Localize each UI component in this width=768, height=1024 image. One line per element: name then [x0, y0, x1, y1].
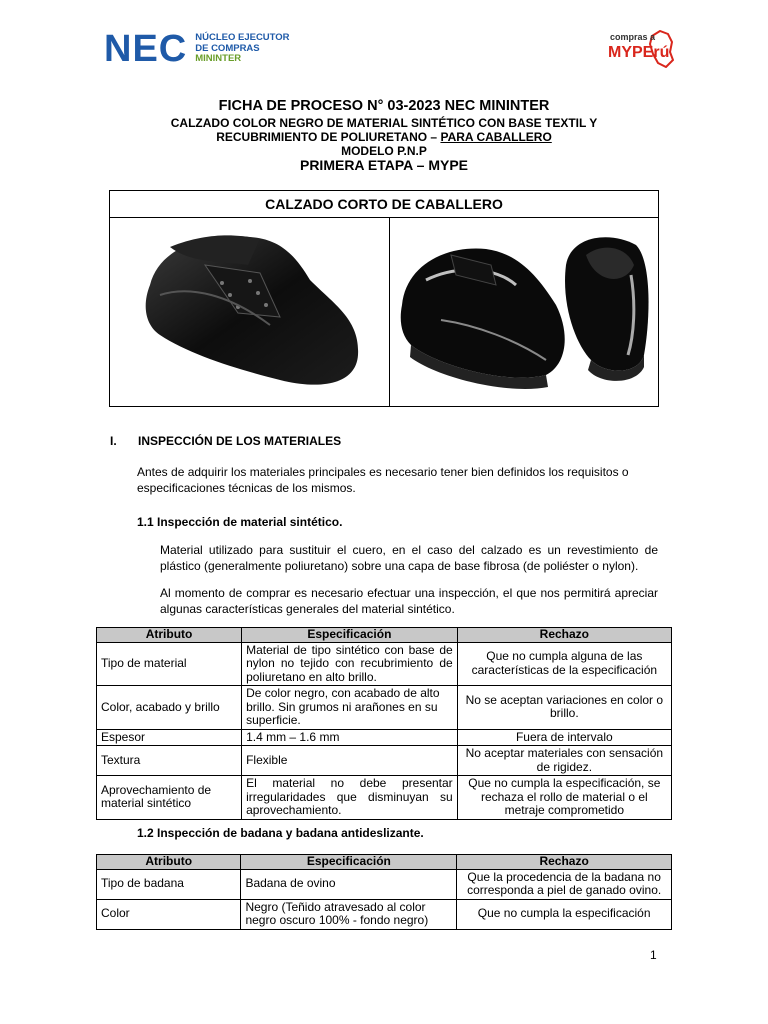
table-row: [97, 686, 672, 730]
document-subtitle: [0, 116, 768, 158]
nec-logo-line3: MININTER: [195, 53, 242, 65]
product-divider: [389, 218, 390, 406]
table-cell-atributo: Color, acabado y brillo: [97, 686, 242, 730]
product-box: [109, 190, 659, 407]
table-cell-especificacion: Negro (Teñido atravesado al color negro oscuro 100% - fondo negro): [241, 899, 457, 929]
table-cell-atributo: Tipo de badana: [97, 869, 241, 899]
table-cell-atributo: Color: [97, 899, 241, 929]
nec-logo-text: [195, 33, 289, 65]
header-atributo: Atributo: [97, 628, 242, 643]
subtitle-line2-a: RECUBRIMIENTO DE POLIURETANO –: [216, 130, 441, 144]
table-cell-especificacion: Badana de ovino: [241, 869, 457, 899]
badana-table: [96, 854, 672, 930]
table-cell-rechazo: No aceptar materiales con sensación de rigidez.: [457, 746, 671, 776]
section-number: I.: [110, 434, 117, 448]
subtitle-line2: [0, 130, 768, 144]
subsection-1-1-paragraph-1: Material utilizado para sustituir el cuero, en el caso del calzado es un revestimiento de plástico (generalmente poliuretano) sobre una capa de base fibrosa (de poliéster o nylon).: [160, 543, 658, 573]
section-intro: Antes de adquirir los materiales principales es necesario tener bien definidos los requisitos o especificaciones técnicas de los mismos.: [137, 465, 629, 495]
table-cell-atributo: Espesor: [97, 729, 242, 746]
header-rechazo: Rechazo: [457, 855, 672, 870]
table-cell-rechazo: Que la procedencia de la badana no corresponda a piel de ganado ovino.: [457, 869, 672, 899]
product-title: CALZADO CORTO DE CABALLERO: [110, 191, 658, 218]
stage-title: PRIMERA ETAPA – MYPE: [299, 157, 469, 173]
nec-logo-letters: NEC: [104, 28, 188, 70]
subsection-heading-1-2: 1.2 Inspección de badana y badana antideslizante.: [137, 826, 424, 840]
nec-logo-line2: DE COMPRAS: [195, 42, 260, 54]
table-cell-especificacion: 1.4 mm – 1.6 mm: [242, 729, 458, 746]
table-row: [97, 729, 672, 746]
page-number: 1: [650, 948, 657, 962]
table-header-row: [97, 855, 672, 870]
table-cell-rechazo: No se aceptan variaciones en color o brillo.: [457, 686, 671, 730]
mype-logo-small-text: compras a: [610, 32, 656, 42]
table-row: [97, 776, 672, 820]
header-especificacion: Especificación: [241, 855, 457, 870]
nec-logo-line1: NÚCLEO EJECUTOR: [195, 32, 290, 44]
table-cell-especificacion: De color negro, con acabado de alto brillo. Sin grumos ni arañones en su superficie.: [242, 686, 458, 730]
table-cell-especificacion: Material de tipo sintético con base de nylon no tejido con recubrimiento de poliuretano en alto brillo.: [242, 642, 458, 686]
synthetic-material-table: [96, 627, 672, 820]
header-rechazo: Rechazo: [457, 628, 671, 643]
table-row: [97, 642, 672, 686]
table-header-row: [97, 628, 672, 643]
table-cell-atributo: Textura: [97, 746, 242, 776]
header-atributo: Atributo: [97, 855, 241, 870]
section-title: INSPECCIÓN DE LOS MATERIALES: [138, 434, 342, 448]
nec-logo: [104, 30, 290, 68]
table-cell-rechazo: Que no cumpla la especificación, se rechaza el rollo de material o el metraje comprometido: [457, 776, 671, 820]
subtitle-line1: CALZADO COLOR NEGRO DE MATERIAL SINTÉTICO CON BASE TEXTIL Y: [170, 116, 598, 130]
document-title: FICHA DE PROCESO N° 03-2023 NEC MININTER: [218, 98, 550, 114]
table-row: [97, 746, 672, 776]
table-cell-especificacion: El material no debe presentar irregularidades que disminuyan su aprovechamiento.: [242, 776, 458, 820]
table-row: [97, 869, 672, 899]
subtitle-model: MODELO P.N.P: [341, 144, 427, 158]
subsection-1-1-paragraph-2: Al momento de comprar es necesario efectuar una inspección, el que nos permitirá apreciar algunas características generales del material sintético.: [160, 586, 658, 616]
table-cell-atributo: Aprovechamiento de material sintético: [97, 776, 242, 820]
compras-mype-logo: [604, 30, 676, 74]
table-row: [97, 899, 672, 929]
table-cell-atributo: Tipo de material: [97, 642, 242, 686]
subtitle-line2-b: PARA CABALLERO: [440, 130, 552, 144]
table-cell-rechazo: Que no cumpla alguna de las características de la especificación: [457, 642, 671, 686]
header-especificacion: Especificación: [242, 628, 458, 643]
table-cell-rechazo: Fuera de intervalo: [457, 729, 671, 746]
section-heading: [110, 434, 341, 448]
mype-logo-big-text: MYPErú: [608, 44, 670, 61]
shoe-upper-image: [130, 225, 380, 395]
shoes-pair-image: [396, 225, 652, 395]
subsection-heading-1-1: 1.1 Inspección de material sintético.: [137, 515, 343, 529]
table-cell-especificacion: Flexible: [242, 746, 458, 776]
table-cell-rechazo: Que no cumpla la especificación: [457, 899, 672, 929]
